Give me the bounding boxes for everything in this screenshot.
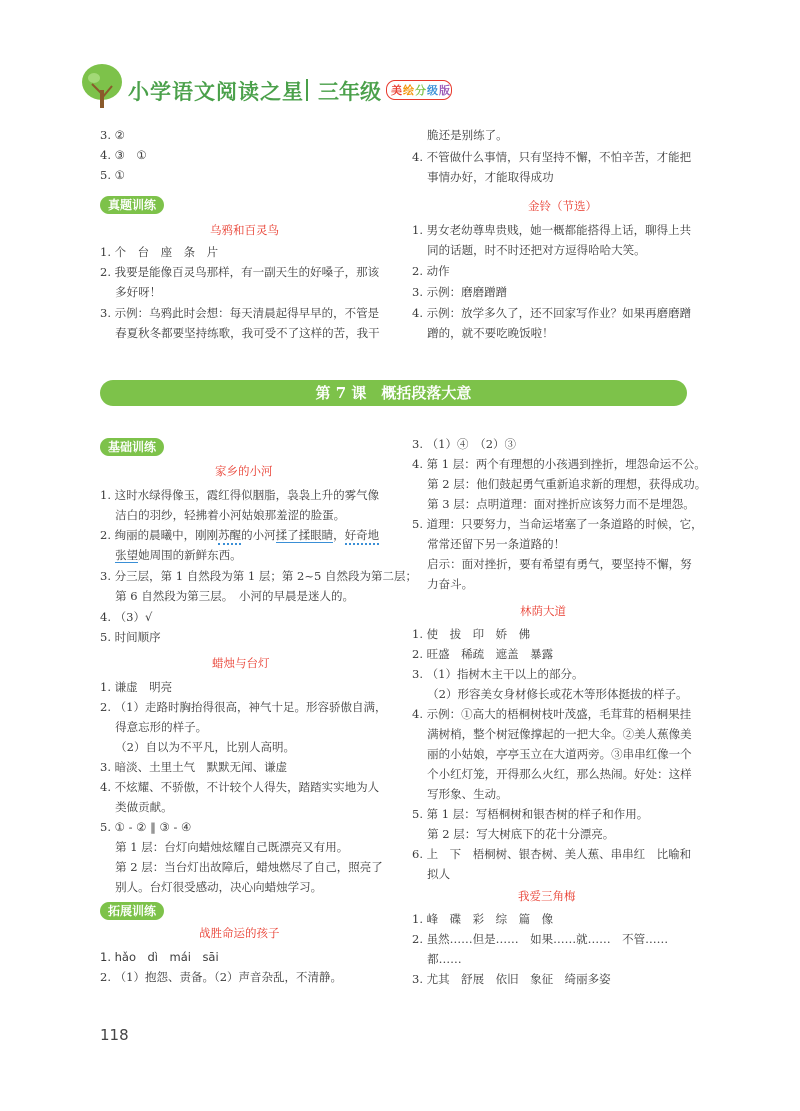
answer-line: 4. 第 1 层：两个有理想的小孩遇到挫折，埋怨命运不公。 (412, 457, 706, 471)
section-tag-basic: 基础训练 (100, 438, 164, 456)
answer-line: 常常还留下另一条道路的！ (412, 537, 566, 551)
underlined-word: 揉了揉眼睛 (275, 528, 334, 542)
answer-line: 4. 示例：①高大的梧桐树枝叶茂盛，毛茸茸的梧桐果挂 (412, 707, 692, 721)
story-title: 蜡烛与台灯 (212, 656, 270, 670)
answer-line: 2. 旺盛 稀疏 遮盖 暴露 (412, 647, 554, 661)
lesson-title: 第 7 课 概括段落大意 (315, 384, 472, 402)
header-grade: 三年级 (318, 80, 381, 104)
answer-line: 1. 谦虚 明亮 (100, 680, 173, 694)
answer-line: 同的话题，时不时还把对方逗得哈哈大笑。 (412, 243, 646, 257)
dotted-word: 苏醒 (218, 528, 241, 545)
story-title: 我爱三角梅 (518, 889, 576, 903)
answer-line (100, 528, 379, 543)
answer-line: 别人。台灯很受感动，决心向蜡烛学习。 (100, 880, 323, 894)
answer-line: 拟人 (412, 867, 451, 881)
answer-line: （2）形容美女身材修长或花木等形体挺拔的样子。 (412, 687, 688, 701)
tree-logo-icon (78, 60, 128, 110)
answer-line: 写形象、生动。 (412, 787, 508, 801)
answer-line: 1. 这时水绿得像玉，霞红得似胭脂，袅袅上升的雾气像 (100, 488, 380, 502)
answer-line: 3. 示例：磨磨蹭蹭 (412, 285, 508, 299)
answer-line: 3. 示例：乌鸦此时会想：每天清晨起得早早的，不管是 (100, 306, 380, 320)
answer-line: 5. 时间顺序 (100, 630, 161, 644)
edition-char: 版 (439, 84, 450, 97)
answer-line: 丽的小姑娘，亭亭玉立在大道两旁。③串串红像一个 (412, 747, 692, 761)
answer-line: 5. 第 1 层：写梧桐树和银杏树的样子和作用。 (412, 807, 649, 821)
answer-line: 第 2 层：当台灯出故障后，蜡烛燃尽了自己，照亮了 (100, 860, 383, 874)
answer-line: 都…… (412, 952, 462, 966)
answer-line: 个小红灯笼，开得那么火红，那么热闹。好处：这样 (412, 767, 692, 781)
header-divider (306, 79, 308, 101)
answer-line: 3. （1）④ （2）③ (412, 437, 517, 451)
answer-line: 3. 尤其 舒展 依旧 象征 绮丽多姿 (412, 972, 611, 986)
answer-line: 1. 峰 碟 彩 综 篇 像 (412, 912, 554, 926)
text: 的小河 (241, 528, 276, 542)
answer-line: 1. hǎo dì mái sāi (100, 950, 219, 964)
story-title: 战胜命运的孩子 (199, 926, 280, 940)
answer-line: 类做贡献。 (100, 800, 173, 814)
story-title: 金铃（节选） (528, 199, 597, 213)
underlined-word: 张望 (115, 548, 139, 562)
answer-line: 第 1 层：台灯向蜡烛炫耀自己既漂亮又有用。 (100, 840, 349, 854)
text: ， (333, 528, 345, 542)
answer-line: 5. 道理：只要努力，当命运堵塞了一条道路的时候，它， (412, 517, 703, 531)
story-title: 家乡的小河 (215, 464, 273, 478)
answer-line: 4. ③ ① (100, 148, 147, 162)
edition-char: 级 (427, 84, 438, 97)
story-title: 乌鸦和百灵鸟 (210, 223, 279, 237)
answer-line: 6. 上 下 梧桐树、银杏树、美人蕉、串串红 比喻和 (412, 847, 692, 861)
answer-line: 第 2 层：他们鼓起勇气重新追求新的理想，获得成功。 (412, 477, 707, 491)
answer-line: 1. 个 台 座 条 片 (100, 245, 219, 259)
answer-line: 3. （1）指树木主干以上的部分。 (412, 667, 584, 681)
edition-char: 绘 (403, 84, 414, 97)
answer-line (100, 548, 242, 563)
text (100, 548, 115, 562)
answer-line: 启示：面对挫折，要有希望有勇气，要坚持不懈，努 (412, 557, 692, 571)
answer-line: 4. 不管做什么事情，只有坚持不懈，不怕辛苦，才能把 (412, 150, 692, 164)
answer-line: 第 2 层：写大树底下的花十分漂亮。 (412, 827, 615, 841)
answer-line: 第 3 层：点明道理：面对挫折应该努力而不是埋怨。 (412, 497, 695, 511)
edition-badge (386, 80, 452, 100)
answer-line: 第 6 自然段为第三层。 小河的早晨是迷人的。 (100, 589, 355, 603)
answer-line: 1. 男女老幼尊卑贵贱，她一概都能搭得上话，聊得上共 (412, 223, 692, 237)
answer-line: 洁白的羽纱，轻拂着小河姑娘那羞涩的脸蛋。 (100, 508, 346, 522)
lesson-banner (100, 380, 687, 406)
answer-line: 多好呀！ (100, 285, 162, 299)
answer-line: 事情办好，才能取得成功 (412, 170, 554, 184)
edition-char: 分 (415, 84, 426, 97)
page-header (0, 0, 800, 120)
answer-line: 1. 使 拔 印 娇 佛 (412, 627, 531, 641)
answer-line: 4. （3）√ (100, 610, 153, 624)
answer-line: 力奋斗。 (412, 577, 474, 591)
answer-line: 2. 动作 (412, 264, 450, 278)
answer-line: 3. ② (100, 128, 125, 142)
answer-line: 2. 虽然……但是…… 如果……就…… 不管…… (412, 932, 669, 946)
answer-line: 得意忘形的样子。 (100, 720, 208, 734)
answer-line: （2）自以为不平凡，比别人高明。 (100, 740, 295, 754)
header-series-title: 小学语文阅读之星 (128, 80, 304, 104)
answer-line: 3. 分三层，第 1 自然段为第 1 层；第 2~5 自然段为第二层； (100, 569, 417, 583)
answer-line: 2. （1）走路时胸抬得很高，神气十足。形容骄傲自满， (100, 700, 387, 714)
answer-line: 5. ① (100, 168, 125, 182)
text: 2. 绚丽的晨曦中，刚刚 (100, 528, 219, 542)
dotted-word: 好奇地 (345, 528, 380, 545)
answer-line: 2. 我要是能像百灵鸟那样，有一副天生的好嗓子，那该 (100, 265, 380, 279)
page-number: 118 (100, 1026, 129, 1044)
section-tag-extended: 拓展训练 (100, 902, 164, 920)
section-tag-real-exam: 真题训练 (100, 196, 164, 214)
answer-line: 3. 暗淡、土里土气 默默无闻、谦虚 (100, 760, 288, 774)
edition-char: 美 (391, 84, 402, 97)
answer-line: 满树梢，整个树冠像撑起的一把大伞。②美人蕉像美 (412, 727, 692, 741)
answer-line: 4. 不炫耀、不骄傲，不计较个人得失，踏踏实实地为人 (100, 780, 380, 794)
answer-line: 春夏秋冬都要坚持练歌，我可受不了这样的苦，我干 (100, 326, 380, 340)
answer-line: 蹭的，就不要吃晚饭啦！ (412, 326, 554, 340)
answer-line: 2. （1）抱怨、责备。（2）声音杂乱，不清静。 (100, 970, 343, 984)
answer-line: 5. ① - ② ‖ ③ - ④ (100, 820, 192, 834)
story-title: 林荫大道 (520, 604, 566, 618)
text: 她周围的新鲜东西。 (138, 548, 242, 562)
answer-line: 脆还是别练了。 (412, 128, 508, 142)
answer-line: 4. 示例：放学多久了，还不回家写作业？如果再磨磨蹭 (412, 306, 692, 320)
